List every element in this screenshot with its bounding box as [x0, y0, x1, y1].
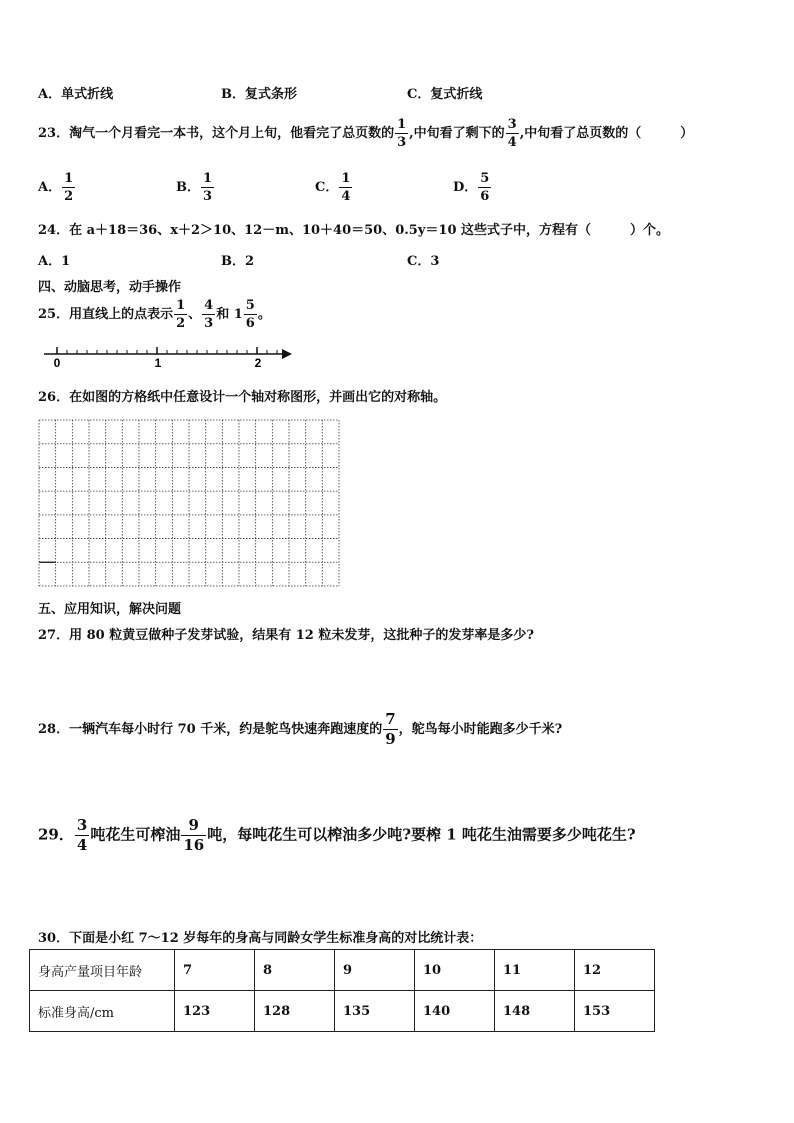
number-line	[38, 342, 298, 370]
grid-paper	[38, 419, 340, 587]
q24-option-a: A．1	[38, 254, 71, 269]
table-header-row	[30, 950, 655, 991]
q25-fraction-2: $\frac{4}{3}$	[204, 298, 214, 331]
q23-fraction-1: $\frac{1}{3}$	[397, 117, 407, 150]
q22-option-a: A．单式折线	[38, 87, 114, 102]
q23-option-d: D． $\frac{5}{6}$	[453, 171, 490, 204]
q28-question: 28．一辆汽车每小时行 70 千米，约是鸵鸟快速奔跑速度的 $\frac{7}{9}$ ，鸵鸟每小时能跑多少千米?	[38, 710, 563, 748]
q25-fraction-3: $\frac{5}{6}$	[245, 298, 255, 331]
q23-option-a: A． $\frac{1}{2}$	[38, 171, 74, 204]
q22-option-c: C．复式折线	[407, 87, 483, 102]
q23-prefix: 23．淘气一个月看完一本书，这个月上旬，他看完了总页数的	[38, 126, 395, 141]
table-cell: 身高产量项目年龄	[30, 950, 175, 991]
q26-question: 26．在如图的方格纸中任意设计一个轴对称图形，并画出它的对称轴。	[38, 390, 447, 405]
table-row	[30, 991, 655, 1032]
table-cell: 153	[575, 991, 655, 1032]
q23-option-b: B． $\frac{1}{3}$	[176, 171, 213, 204]
q22-option-b: B．复式条形	[221, 87, 297, 102]
q28-fraction: $\frac{7}{9}$	[385, 710, 396, 748]
table-cell: 135	[335, 991, 415, 1032]
q29-fraction-2: $\frac{9}{16}$	[183, 816, 205, 854]
q23-question	[38, 118, 693, 149]
table-cell: 标准身高/cm	[30, 991, 175, 1032]
q23-mid: ,中旬看了剩下的	[409, 126, 505, 141]
q23-suffix: ,中旬看了总页数的（ ）	[519, 126, 694, 141]
height-table	[29, 949, 655, 1032]
table-cell: 7	[175, 950, 255, 991]
q24-option-c: C．3	[407, 254, 440, 269]
q24-question: 24．在 a＋18＝36、x＋2＞10、12－m、10＋40＝50、0.5y＝10 这些式子中，方程有（ ）个。	[38, 223, 670, 238]
q24-option-b: B．2	[221, 254, 255, 269]
tick-label-0: 0	[53, 356, 61, 370]
table-cell: 128	[255, 991, 335, 1032]
table-cell: 123	[175, 991, 255, 1032]
table-cell: 12	[575, 950, 655, 991]
table-cell: 10	[415, 950, 495, 991]
q25-question: 25．用直线上的点表示 $\frac{1}{2}$ 、 $\frac{4}{3}$ 和 1 $\frac{5}{6}$ 。	[38, 298, 271, 331]
tick-label-1: 1	[154, 356, 162, 370]
section-4-heading: 四、动脑思考，动手操作	[38, 280, 182, 295]
q25-fraction-1: $\frac{1}{2}$	[176, 298, 186, 331]
table-cell: 148	[495, 991, 575, 1032]
table-cell: 8	[255, 950, 335, 991]
q27-question: 27．用 80 粒黄豆做种子发芽试验，结果有 12 粒未发芽，这批种子的发芽率是多少?	[38, 628, 534, 643]
tick-label-2: 2	[254, 356, 262, 370]
table-cell: 11	[495, 950, 575, 991]
q23-fraction-2: $\frac{3}{4}$	[507, 117, 517, 150]
q29-fraction-1: $\frac{3}{4}$	[76, 816, 88, 854]
q29-question: 29． $\frac{3}{4}$ 吨花生可榨油 $\frac{9}{16}$ 吨，每吨花生可以榨油多少吨?要榨 1 吨花生油需要多少吨花生?	[38, 816, 636, 854]
section-5-heading: 五、应用知识，解决问题	[38, 602, 182, 617]
table-cell: 140	[415, 991, 495, 1032]
q23-option-c: C． $\frac{1}{4}$	[315, 171, 351, 204]
table-cell: 9	[335, 950, 415, 991]
q30-question: 30．下面是小红 7～12 岁每年的身高与同龄女学生标准身高的对比统计表：	[38, 931, 483, 946]
